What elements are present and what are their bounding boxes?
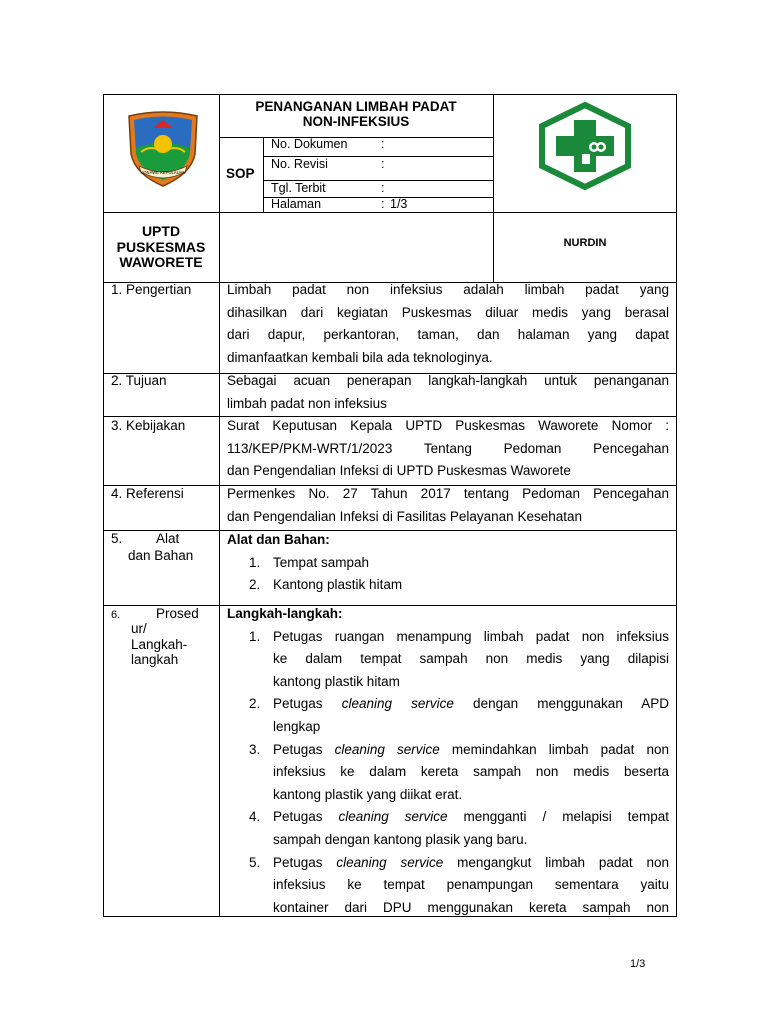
section-body-pengertian	[227, 279, 669, 369]
field-halaman-label: Halaman	[271, 197, 322, 211]
step-line: infeksius ke tempat penampungan sementara yaitu	[273, 877, 669, 893]
section-body-tujuan	[227, 370, 669, 415]
step-italic-term: cleaning service	[338, 809, 448, 825]
field-tgl-terbit-label: Tgl. Terbit	[271, 181, 326, 195]
prosedur-label-num: 6.	[111, 609, 121, 621]
list-item	[227, 552, 669, 575]
pengertian-line-2: dihasilkan dari kegiatan Puskesmas diluar medis yang berasal	[227, 304, 669, 320]
list-item-text: Kantong plastik hitam	[273, 577, 403, 593]
field-no-revisi-label: No. Revisi	[271, 157, 328, 171]
prosedur-heading: Langkah-langkah:	[227, 606, 343, 621]
organization-name	[104, 224, 218, 271]
list-item	[227, 574, 669, 597]
alat-heading: Alat dan Bahan:	[227, 532, 330, 547]
step-line: ke dalam tempat sampah non medis yang dilapisi	[273, 651, 669, 667]
logo-ribbon-text: KONAWE KEPULAUAN	[140, 170, 186, 175]
field-tgl-terbit-sep: :	[381, 181, 385, 195]
step-text: Petugas	[273, 854, 337, 870]
alat-label-word-2: dan Bahan	[128, 548, 194, 563]
step-number: 4.	[249, 809, 261, 825]
procedure-step	[227, 806, 669, 851]
step-line: sampah dengan kantong plasik yang baru.	[273, 831, 528, 847]
kebijakan-line-3: dan Pengendalian Infeksi di UPTD Puskesmas Waworete	[227, 463, 571, 479]
section-label-prosedur	[111, 606, 199, 624]
prosedur-label-word-2: ur/	[131, 621, 147, 636]
list-item-text: Tempat sampah	[273, 554, 370, 570]
field-no-dokumen-sep: :	[381, 137, 385, 151]
org-line-2: PUSKESMAS	[116, 238, 206, 255]
tujuan-line-2: limbah padat non infeksius	[227, 395, 387, 411]
step-line: kantong plastik hitam	[273, 673, 400, 689]
list-item-number: 2.	[249, 577, 261, 593]
step-text: Petugas	[273, 696, 342, 712]
prosedur-label-word-3: Langkah-	[131, 636, 188, 652]
step-text: mengganti / melapisi tempat	[447, 809, 669, 825]
page-number: 1/3	[630, 958, 646, 970]
section-label-referensi: 4. Referensi	[111, 486, 184, 501]
pengertian-line-3: dari dapur, perkantoran, taman, dan halaman yang dapat	[227, 327, 669, 343]
prosedur-label-word-1: Prosed	[156, 606, 199, 621]
step-number: 2.	[249, 696, 261, 712]
title-bottom-line	[219, 137, 493, 138]
referensi-line-1: Permenkes No. 27 Tahun 2017 tentang Pedoman Pencegahan	[227, 486, 669, 501]
alat-label-word-1: Alat	[156, 531, 180, 546]
org-line-3: WAWORETE	[119, 254, 203, 270]
table-border-left	[103, 94, 104, 917]
step-number: 3.	[249, 741, 261, 757]
referensi-line-2: dan Pengendalian Infeksi di Fasilitas Pelayanan Kesehatan	[227, 508, 582, 524]
step-text: dengan menggunakan APD	[453, 696, 669, 712]
step-italic-term: cleaning service	[336, 854, 444, 870]
prosedur-label-word-4: langkah	[131, 652, 179, 667]
alat-label-num: 5.	[111, 531, 123, 546]
prosedur-steps	[227, 626, 669, 920]
signer-name: NURDIN	[563, 237, 607, 249]
step-line: kantong plastik yang diikat erat.	[273, 786, 463, 802]
sop-divider	[263, 137, 264, 212]
step-text: memindahkan limbah padat non	[439, 741, 669, 757]
step-italic-term: cleaning service	[341, 696, 454, 712]
sop-label: SOP	[226, 166, 255, 181]
section-label-kebijakan: 3. Kebijakan	[111, 418, 186, 433]
step-line	[273, 806, 669, 829]
section-body-prosedur	[227, 603, 669, 919]
document-title	[219, 99, 493, 129]
step-line	[273, 693, 669, 716]
section-label-alat	[111, 530, 180, 547]
section-label-pengertian: 1. Pengertian	[111, 282, 192, 297]
pengertian-line-1: Limbah padat non infeksius adalah limbah padat yang	[227, 282, 669, 297]
alat-list	[227, 552, 669, 597]
step-number: 1.	[249, 628, 261, 644]
org-line-1: UPTD	[141, 223, 181, 239]
section-body-kebijakan	[227, 415, 669, 483]
title-line-1: PENANGANAN LIMBAH PADAT	[255, 99, 457, 114]
step-line: Petugas ruangan menampung limbah padat non infeksius	[273, 628, 669, 644]
field-no-revisi-sep: :	[381, 157, 385, 171]
procedure-step	[227, 739, 669, 807]
table-border-top	[103, 94, 677, 95]
procedure-step	[227, 693, 669, 738]
field-no-dokumen-label: No. Dokumen	[271, 137, 348, 151]
field-halaman-sep: :	[381, 197, 385, 211]
step-line: lengkap	[273, 718, 321, 734]
step-line	[273, 739, 669, 762]
section-body-referensi	[227, 483, 669, 528]
title-line-2: NON-INFEKSIUS	[302, 114, 410, 129]
regional-emblem-logo	[121, 108, 205, 190]
step-line: infeksius ke dalam kereta sampah non medis beserta	[273, 764, 669, 780]
step-text: Petugas	[273, 741, 335, 757]
step-line	[273, 852, 669, 875]
pengertian-line-4: dimanfaatkan kembali bila ada teknologinya.	[227, 349, 493, 365]
kebijakan-line-2: 113/KEP/PKM-WRT/1/2023 Tentang Pedoman Pencegahan	[227, 440, 669, 456]
step-number: 5.	[249, 854, 261, 870]
procedure-step	[227, 626, 669, 694]
section-body-alat	[227, 529, 669, 597]
field-halaman-value: 1/3	[390, 197, 408, 211]
step-text: Petugas	[273, 809, 339, 825]
procedure-step	[227, 852, 669, 920]
kebijakan-line-1: Surat Keputusan Kepala UPTD Puskesmas Waworete Nomor :	[227, 418, 669, 433]
puskesmas-cross-logo	[538, 102, 632, 190]
tujuan-line-1: Sebagai acuan penerapan langkah-langkah untuk penanganan	[227, 373, 669, 388]
table-border-right	[676, 94, 677, 917]
table-divider-label	[219, 94, 220, 917]
list-item-number: 1.	[249, 554, 261, 570]
section-label-tujuan: 2. Tujuan	[111, 373, 167, 388]
step-text: mengangkut limbah padat non	[443, 854, 669, 870]
prosedur-label-rest	[131, 621, 187, 668]
step-line: kontainer dari DPU menggunakan kereta sampah non	[273, 899, 669, 915]
step-italic-term: cleaning service	[334, 741, 440, 757]
